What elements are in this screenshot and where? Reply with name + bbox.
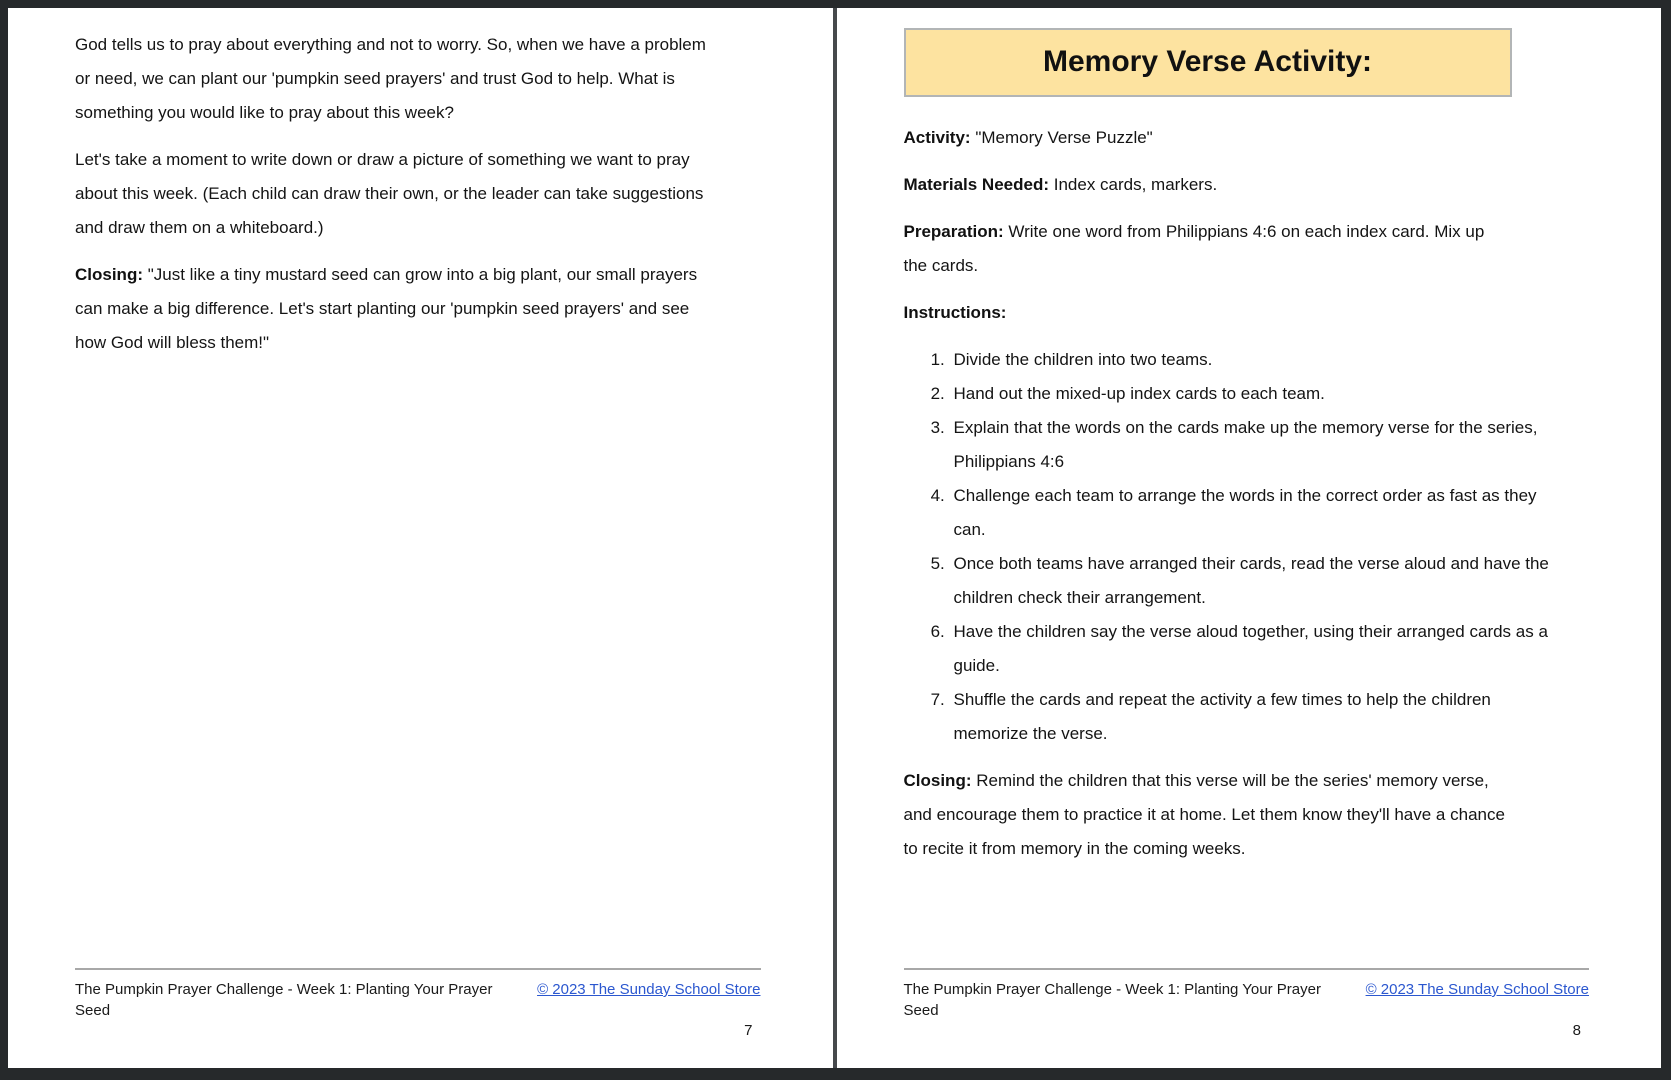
materials-text: Index cards, markers. [1053,175,1218,194]
footer-store-link[interactable]: © 2023 The Sunday School Store [537,981,761,998]
instructions-heading [904,296,1508,330]
footer-divider [904,968,1590,970]
closing-paragraph [75,258,715,360]
instruction-item: 5. Once both teams have arranged their cards, read the verse aloud and have the children check their arrangement. [950,547,1550,615]
preparation-label: Preparation: [903,222,1004,241]
preparation-text: Write one word from Philippians 4:6 on each index card. Mix up the cards. [903,222,1485,275]
instruction-item: 2. Hand out the mixed-up index cards to each team. [950,377,1550,411]
instruction-item: 4. Challenge each team to arrange the words in the correct order as fast as they can. [950,479,1550,547]
closing-text: "Just like a tiny mustard seed can grow into a big plant, our small prayers can make a big difference. Let's start planting our 'pumpkin seed prayers' and see how God will bless them!" [75,265,698,352]
paragraph-pray-about-everything: God tells us to pray about everything and not to worry. So, when we have a problem or need, we can plant our 'pumpkin seed prayers' and trust God to help. What is something you would like to pray about this week? [75,35,706,122]
memory-verse-title-box [904,28,1512,97]
instruction-item: 6. Have the children say the verse aloud together, using their arranged cards as a guide. [950,615,1550,683]
page-title: Memory Verse Activity: [1042,45,1373,78]
footer-title: The Pumpkin Prayer Challenge - Week 1: Planting Your Prayer Seed [75,981,493,1019]
footer-store-link[interactable]: © 2023 The Sunday School Store [1365,981,1589,998]
page-number: 8 [1572,1022,1581,1039]
closing-text: Remind the children that this verse will be the series' memory verse, and encourage them to practice it at home. Let them know they'll have a chance to recite it from memory in the coming weeks. [903,771,1505,858]
instruction-item: 3. Explain that the words on the cards make up the memory verse for the series, Philippians 4:6 [950,411,1550,479]
instruction-item: 1. Divide the children into two teams. [950,343,1550,377]
footer-divider [75,968,761,970]
activity-label: Activity: [903,128,971,147]
preparation-line [904,215,1508,283]
materials-line [904,168,1508,202]
page-left [8,8,833,1068]
page-number: 7 [744,1022,753,1039]
closing-label: Closing: [75,265,143,284]
page-footer [904,968,1590,1068]
instructions-label: Instructions: [903,303,1007,322]
activity-text: "Memory Verse Puzzle" [975,128,1153,147]
materials-label: Materials Needed: [903,175,1049,194]
instruction-item: 7. Shuffle the cards and repeat the activity a few times to help the children memorize the verse. [950,683,1550,751]
closing-label: Closing: [903,771,972,790]
closing-paragraph [904,764,1508,866]
paragraph-take-a-moment: Let's take a moment to write down or draw a picture of something we want to pray about this week. (Each child can draw their own, or the leader can take suggestions and draw them on a whiteboard.) [75,150,704,237]
page-footer [75,968,761,1068]
footer-row [904,979,1590,1021]
footer-title: The Pumpkin Prayer Challenge - Week 1: Planting Your Prayer Seed [903,981,1321,1019]
instructions-list [904,343,1550,751]
page-right [837,8,1662,1068]
footer-row [75,979,761,1021]
activity-line [904,121,1508,155]
